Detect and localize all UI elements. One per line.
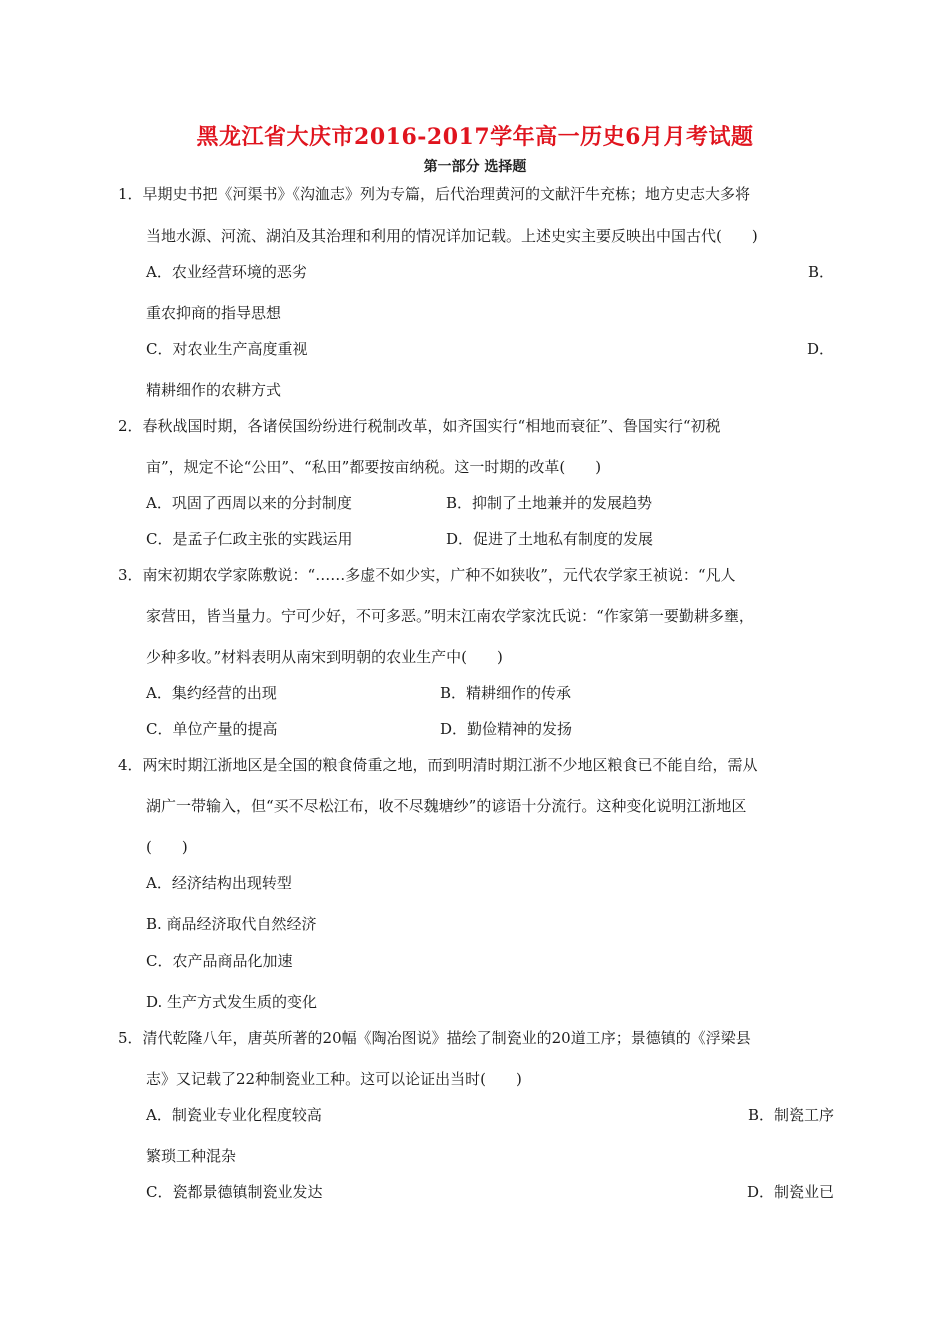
question-stem: 当地水源、河流、湖泊及其治理和利用的情况详加记载。上述史实主要反映出中国古代( ) [146,227,758,245]
option-c: C．瓷都景德镇制瓷业发达 [146,1183,323,1201]
option-b: B. 商品经济取代自然经济 [146,915,317,933]
option-a: A．农业经营环境的恶劣 [146,263,307,281]
option-c: C．对农业生产高度重视 [146,340,308,358]
question-stem: 3．南宋初期农学家陈敷说：“……多虚不如少实，广种不如狭收”，元代农学家王祯说：“凡人 [118,566,736,584]
option-c: C．单位产量的提高 [146,720,278,738]
option-d: D．促进了土地私有制度的发展 [446,530,654,548]
option-c: C．是孟子仁政主张的实践运用 [146,530,353,548]
option-d: D．制瓷业已 [746,1183,834,1201]
option-d: D. 生产方式发生质的变化 [146,993,318,1011]
question-stem: 湖广一带输入，但“买不尽松江布，收不尽魏塘纱”的谚语十分流行。这种变化说明江浙地区 [146,797,747,815]
option-b: B． [807,263,834,281]
option-d: D． [806,340,834,358]
question-stem: 少种多收。”材料表明从南宋到明朝的农业生产中( ) [146,648,503,666]
question-stem: 志》又记载了22种制瓷业工种。这可以论证出当时( ) [146,1070,522,1088]
question-stem: 亩”，规定不论“公田”、“私田”都要按亩纳税。这一时期的改革( ) [146,458,602,476]
question-stem: 家营田，皆当量力。宁可少好，不可多恶。”明末江南农学家沈氏说：“作家第一要勤耕多壅， [146,607,754,625]
question-stem: 5．清代乾隆八年，唐英所著的20幅《陶冶图说》描绘了制瓷业的20道工序；景德镇的《浮梁县 [118,1029,751,1047]
section-heading: 第一部分 选择题 [423,159,527,175]
option-b: B．抑制了土地兼并的发展趋势 [446,494,653,512]
option-b: B．精耕细作的传承 [440,684,572,702]
question-stem: 2．春秋战国时期，各诸侯国纷纷进行税制改革，如齐国实行“相地而衰征”、鲁国实行“初税 [118,417,721,435]
document-title: 黑龙江省大庆市2016-2017学年高一历史6月月考试题 [196,124,754,150]
option-d: D．勤俭精神的发扬 [440,720,573,738]
option-b-text: 繁琐工种混杂 [146,1147,237,1165]
option-a: A．制瓷业专业化程度较高 [146,1106,322,1124]
option-b: B．制瓷工序 [747,1106,834,1124]
question-stem: 4．两宋时期江浙地区是全国的粮食倚重之地，而到明清时期江浙不少地区粮食已不能自给，需从 [118,756,758,774]
option-d-text: 精耕细作的农耕方式 [146,381,282,399]
option-a: A．集约经营的出现 [146,684,277,702]
option-c: C．农产品商品化加速 [146,952,293,970]
question-stem: ( ) [146,838,188,856]
option-a: A．巩固了西周以来的分封制度 [146,494,352,512]
question-stem: 1．早期史书把《河渠书》《沟洫志》列为专篇，后代治理黄河的文献汗牛充栋；地方史志大多将 [118,185,751,203]
option-b-text: 重农抑商的指导思想 [146,304,282,322]
option-a: A．经济结构出现转型 [146,874,292,892]
